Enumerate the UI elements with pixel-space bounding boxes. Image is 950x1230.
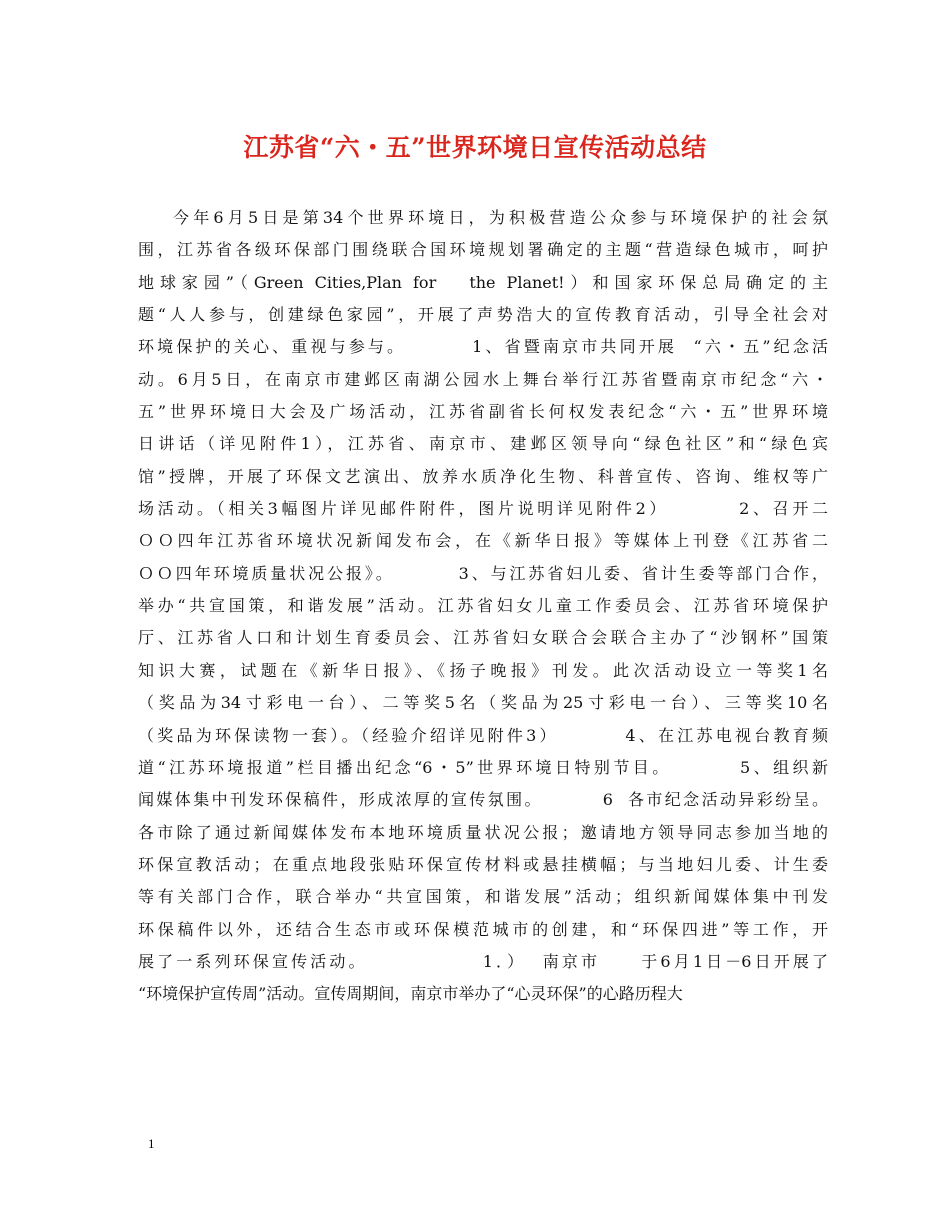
body-line: 等有关部门合作，联合举办“共宣国策，和谐发展”活动；组织新闻媒体集中刊发 (138, 887, 828, 907)
body-line: 动。6月5日，在南京市建邺区南湖公园水上舞台举行江苏省暨南京市纪念“六・ (138, 369, 828, 389)
body-line: 日讲话（详见附件1），江苏省、南京市、建邺区领导向“绿色社区”和“绿色宾 (138, 434, 828, 454)
document-title: 江苏省“六・五”世界环境日宣传活动总结 (243, 133, 707, 162)
body-line: 道“江苏环境报道”栏目播出纪念“6・5”世界环境日特别节目。 5、组织新 (138, 757, 828, 777)
page-number: 1 (148, 1136, 155, 1151)
body-line: 环保稿件以外，还结合生态市或环保模范城市的创建，和“环保四进”等工作，开 (138, 919, 828, 939)
body-line: 环保宣教活动；在重点地段张贴环保宣传材料或悬挂横幅；与当地妇儿委、计生委 (138, 854, 828, 874)
body-line: 举办“共宣国策，和谐发展”活动。江苏省妇女儿童工作委员会、江苏省环境保护 (138, 596, 828, 616)
body-line: （奖品为环保读物一套）。（经验介绍详见附件3） 4、在江苏电视台教育频 (138, 725, 828, 745)
body-line: ＯＯ四年环境质量状况公报》。 3、与江苏省妇儿委、省计生委等部门合作， (138, 563, 828, 583)
body-line: 厅、江苏省人口和计划生育委员会、江苏省妇女联合会联合主办了“沙钢杯”国策 (138, 628, 828, 648)
body-line: 环境保护的关心、重视与参与。 1、省暨南京市共同开展 “六・五”纪念活 (138, 337, 828, 357)
body-line: 五”世界环境日大会及广场活动，江苏省副省长何权发表纪念“六・五”世界环境 (138, 402, 828, 422)
body-line: （奖品为34寸彩电一台）、二等奖5名（奖品为25寸彩电一台）、三等奖10名 (138, 693, 828, 713)
body-line: ＯＯ四年江苏省环境状况新闻发布会，在《新华日报》等媒体上刊登《江苏省二 (138, 531, 828, 551)
body-line: 地球家园”（Green Cities,Plan for the Planet!）和国家环保总局确定的主 (138, 272, 828, 292)
document-body (138, 202, 828, 1011)
body-line: 闻媒体集中刊发环保稿件，形成浓厚的宣传氛围。 6 各市纪念活动异彩纷呈。 (138, 790, 828, 810)
body-line: 馆”授牌，开展了环保文艺演出、放养水质净化生物、科普宣传、咨询、维权等广 (138, 466, 828, 486)
body-line: 题“人人参与，创建绿色家园”，开展了声势浩大的宣传教育活动，引导全社会对 (138, 305, 828, 325)
body-line: 围，江苏省各级环保部门围绕联合国环境规划署确定的主题“营造绿色城市，呵护 (138, 240, 828, 260)
body-line: 场活动。（相关3幅图片详见邮件附件，图片说明详见附件2） 2、召开二 (138, 499, 828, 519)
body-line: 知识大赛，试题在《新华日报》、《扬子晚报》刊发。此次活动设立一等奖1名 (138, 660, 828, 680)
body-line: 各市除了通过新闻媒体发布本地环境质量状况公报；邀请地方领导同志参加当地的 (138, 822, 828, 842)
body-line: 今年6月5日是第34个世界环境日，为积极营造公众参与环境保护的社会氛 (173, 208, 828, 227)
body-line: “环境保护宣传周”活动。宣传周期间，南京市举办了“心灵环保”的心路历程大 (138, 984, 683, 1004)
body-line: 展了一系列环保宣传活动。 1．） 南京市 于6月1日－6日开展了 (138, 951, 828, 971)
